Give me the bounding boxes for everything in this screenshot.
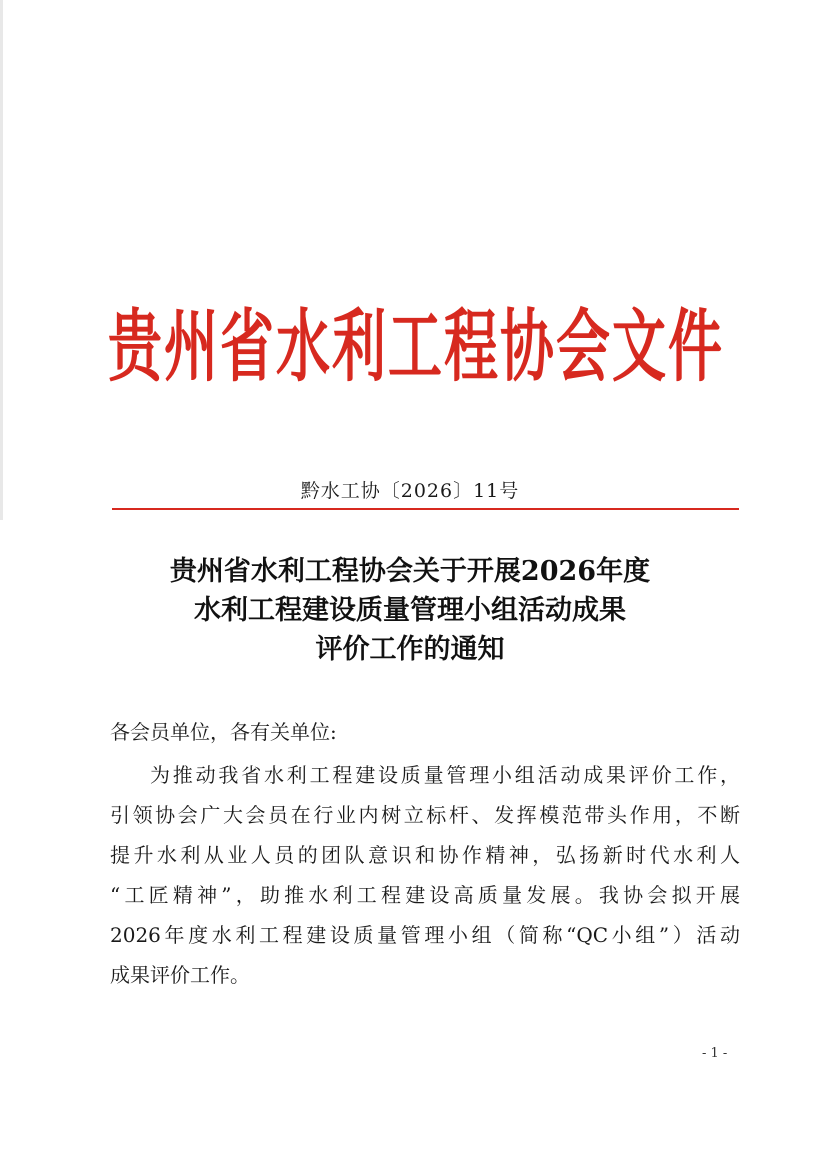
red-divider-line bbox=[112, 508, 739, 510]
body-line-2: 引领协会广大会员在行业内树立标杆、发挥模范带头作用，不断 bbox=[110, 803, 740, 827]
body-line-4: “工匠精神”，助推水利工程建设高质量发展。我协会拟开展 bbox=[110, 883, 740, 907]
body-line-1: 为推动我省水利工程建设质量管理小组活动成果评价工作， bbox=[150, 763, 740, 787]
title-line-1: 贵州省水利工程协会关于开展2026年度 bbox=[169, 556, 651, 587]
title-line-2: 水利工程建设质量管理小组活动成果 bbox=[194, 595, 626, 626]
organization-header: 贵州省水利工程协会文件 bbox=[108, 299, 724, 393]
notice-title bbox=[100, 552, 720, 669]
body-line-5: 2026年度水利工程建设质量管理小组（简称“QC小组”）活动 bbox=[110, 923, 740, 947]
salutation: 各会员单位，各有关单位: bbox=[110, 720, 337, 744]
body-paragraph bbox=[110, 755, 740, 995]
page-number: - 1 - bbox=[702, 1046, 728, 1061]
title-line-3: 评价工作的通知 bbox=[315, 634, 505, 665]
body-line-3: 提升水利从业人员的团队意识和协作精神，弘扬新时代水利人 bbox=[110, 843, 740, 867]
scan-edge-mark bbox=[0, 0, 3, 520]
document-number: 黔水工协〔2026〕11号 bbox=[300, 480, 520, 502]
body-line-6: 成果评价工作。 bbox=[110, 963, 250, 987]
